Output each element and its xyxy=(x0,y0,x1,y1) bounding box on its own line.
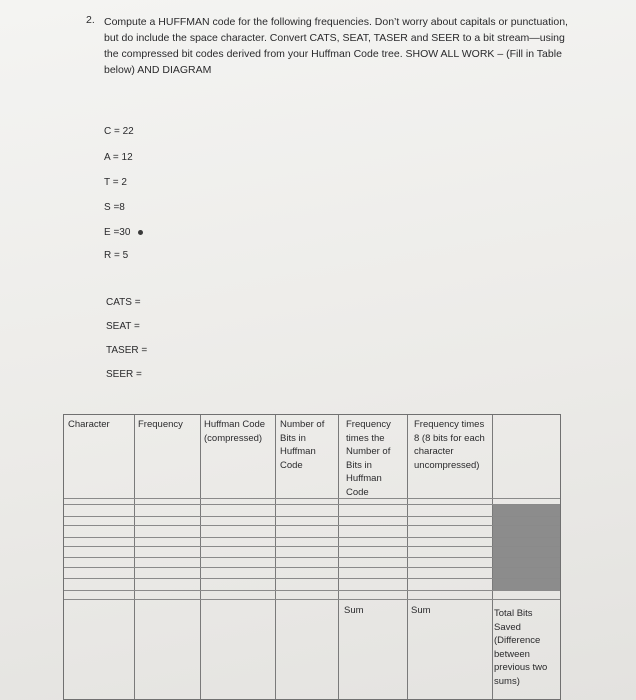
row-divider xyxy=(64,578,560,579)
row-divider xyxy=(64,599,560,600)
row-divider xyxy=(64,590,560,591)
header-freq-times-8: Frequency times 8 (8 bits for each character uncompressed) xyxy=(414,419,485,471)
frequency-c: C = 22 xyxy=(104,126,134,137)
row-divider xyxy=(64,537,560,538)
frequency-e: E =30 xyxy=(104,227,131,238)
frequency-t: T = 2 xyxy=(104,177,127,188)
conversion-seat: SEAT = xyxy=(106,321,140,332)
header-character: Character xyxy=(68,419,110,430)
frequency-r: R = 5 xyxy=(104,250,129,261)
header-huffman-code: Huffman Code (compressed) xyxy=(204,419,266,444)
huffman-table xyxy=(63,414,561,700)
header-freq-times-bits: Frequency times the Number of Bits in Huffman Code xyxy=(346,419,391,498)
row-divider xyxy=(64,567,560,568)
row-divider xyxy=(64,504,560,505)
header-frequency: Frequency xyxy=(138,419,183,430)
row-divider xyxy=(64,516,560,517)
row-divider xyxy=(64,525,560,526)
conversion-cats: CATS = xyxy=(106,297,141,308)
sum-label-uncompressed: Sum xyxy=(411,605,431,616)
total-bits-saved-label: Total Bits Saved (Difference between previous two sums) xyxy=(494,608,548,687)
frequency-e-row xyxy=(104,227,143,238)
row-divider xyxy=(64,498,560,499)
row-divider xyxy=(64,546,560,547)
row-divider xyxy=(64,557,560,558)
question-text: Compute a HUFFMAN code for the following frequencies. Don’t worry about capitals or punctuation, but do include the space character. Convert CATS, SEAT, TASER and SEER to a bit stream—using the compressed bit codes derived from your Huffman Code tree. SHOW ALL WORK – (Fill in Table below) AND DIAGRAM xyxy=(104,16,568,76)
bullet-dot-icon xyxy=(138,230,143,235)
conversion-taser: TASER = xyxy=(106,345,148,356)
conversion-seer: SEER = xyxy=(106,369,142,380)
frequency-s: S =8 xyxy=(104,202,125,213)
sum-label-compressed: Sum xyxy=(344,605,364,616)
header-bits: Number of Bits in Huffman Code xyxy=(280,419,325,471)
frequency-a: A = 12 xyxy=(104,152,133,163)
question-number: 2. xyxy=(86,14,95,26)
